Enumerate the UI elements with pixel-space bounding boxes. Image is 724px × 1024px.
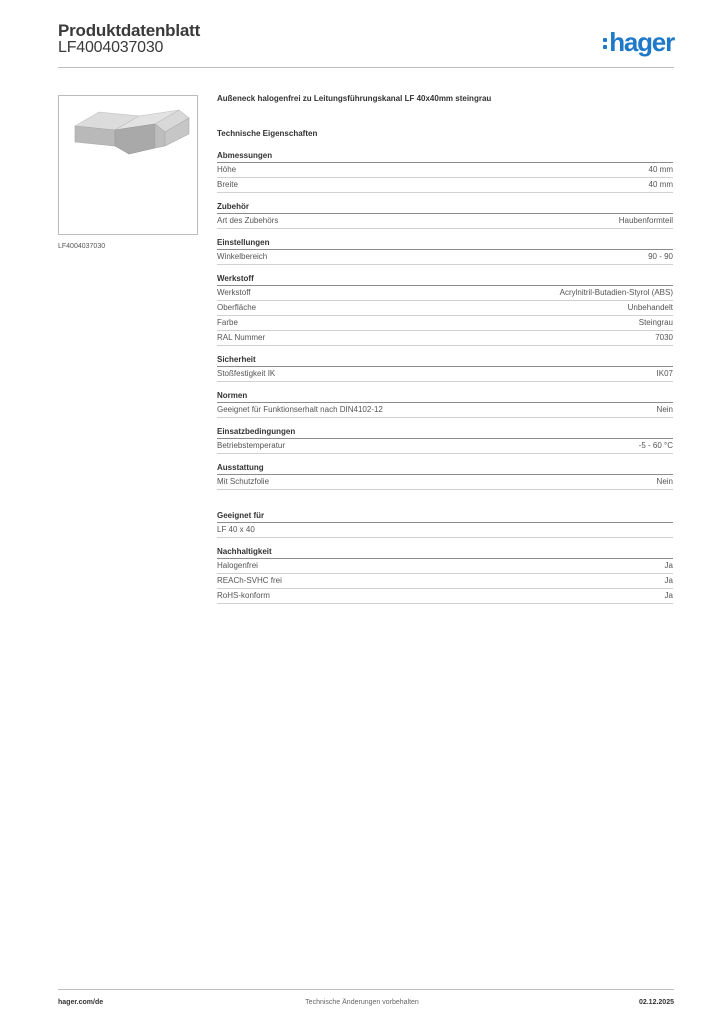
spec-value: -5 - 60 °C xyxy=(638,441,673,450)
spec-row xyxy=(217,178,673,193)
spec-section-title: Zubehör xyxy=(217,202,673,214)
spec-section xyxy=(217,355,673,382)
logo-dots-icon xyxy=(603,38,607,49)
spec-section-title: Ausstattung xyxy=(217,463,673,475)
spec-row xyxy=(217,331,673,346)
spec-label: REACh-SVHC frei xyxy=(217,576,282,585)
footer-notice: Technische Änderungen vorbehalten xyxy=(305,999,419,1006)
spec-value: Steingrau xyxy=(638,318,673,327)
spec-value: 90 - 90 xyxy=(648,252,673,261)
spec-section-title: Abmessungen xyxy=(217,151,673,163)
spec-value: IK07 xyxy=(656,369,673,378)
logo-text: hager xyxy=(609,27,674,57)
spec-row xyxy=(217,439,673,454)
hager-logo[interactable] xyxy=(603,28,674,56)
spec-value: Acrylnitril-Butadien-Styrol (ABS) xyxy=(559,288,673,297)
spec-row xyxy=(217,523,673,538)
spec-row xyxy=(217,475,673,490)
spec-row xyxy=(217,367,673,382)
spec-label: Breite xyxy=(217,180,238,189)
spec-value: 40 mm xyxy=(648,165,673,174)
spec-row xyxy=(217,316,673,331)
spec-label: LF 40 x 40 xyxy=(217,525,255,534)
section-heading-technical: Technische Eigenschaften xyxy=(217,129,318,138)
spec-row xyxy=(217,286,673,301)
spec-section-title: Einstellungen xyxy=(217,238,673,250)
article-number: LF4004037030 xyxy=(58,39,164,56)
spec-section xyxy=(217,238,673,265)
spec-label: Betriebstemperatur xyxy=(217,441,286,450)
spec-section xyxy=(217,427,673,454)
spec-label: Oberfläche xyxy=(217,303,257,312)
spec-section xyxy=(217,274,673,346)
spec-row xyxy=(217,214,673,229)
spec-label: Farbe xyxy=(217,318,238,327)
spec-value: 7030 xyxy=(655,333,673,342)
spec-value: Ja xyxy=(664,561,673,570)
spec-label: Winkelbereich xyxy=(217,252,268,261)
spec-section xyxy=(217,202,673,229)
footer-divider xyxy=(58,989,674,990)
spec-section xyxy=(217,463,673,490)
spec-value: Nein xyxy=(656,477,673,486)
spec-section-title: Geeignet für xyxy=(217,511,673,523)
product-image xyxy=(58,95,198,235)
spec-row xyxy=(217,250,673,265)
spec-row xyxy=(217,559,673,574)
spec-value: Nein xyxy=(656,405,673,414)
spec-row xyxy=(217,403,673,418)
spec-section-title: Sicherheit xyxy=(217,355,673,367)
spec-label: Geeignet für Funktionserhalt nach DIN4102-12 xyxy=(217,405,383,414)
spec-section-title: Nachhaltigkeit xyxy=(217,547,673,559)
spec-row xyxy=(217,163,673,178)
spec-section-title: Einsatzbedingungen xyxy=(217,427,673,439)
spec-label: RoHS-konform xyxy=(217,591,270,600)
image-caption: LF4004037030 xyxy=(58,243,106,250)
spec-label: Höhe xyxy=(217,165,237,174)
spec-label: Halogenfrei xyxy=(217,561,258,570)
spec-label: Art des Zubehörs xyxy=(217,216,279,225)
page-title: Produktdatenblatt xyxy=(58,21,201,40)
spec-label: Werkstoff xyxy=(217,288,251,297)
header-divider xyxy=(58,67,674,68)
spec-value: Unbehandelt xyxy=(627,303,673,312)
spec-label: Stoßfestigkeit IK xyxy=(217,369,276,378)
product-name: Außeneck halogenfrei zu Leitungsführungskanal LF 40x40mm steingrau xyxy=(217,94,492,103)
spec-section xyxy=(217,547,673,604)
specification-content xyxy=(217,94,673,613)
spec-section-title: Normen xyxy=(217,391,673,403)
spec-row xyxy=(217,574,673,589)
spec-value: 40 mm xyxy=(648,180,673,189)
spec-section xyxy=(217,391,673,418)
spec-value: Haubenformteil xyxy=(618,216,673,225)
spec-label: RAL Nummer xyxy=(217,333,266,342)
spec-row xyxy=(217,301,673,316)
footer-website-link[interactable]: hager.com/de xyxy=(58,999,104,1006)
spec-section xyxy=(217,511,673,538)
spec-value: Ja xyxy=(664,591,673,600)
footer-date: 02.12.2025 xyxy=(638,999,674,1006)
spec-label: Mit Schutzfolie xyxy=(217,477,270,486)
spec-row xyxy=(217,589,673,604)
spec-value: Ja xyxy=(664,576,673,585)
corner-piece-illustration xyxy=(59,96,197,234)
spec-sections xyxy=(217,151,673,604)
spec-section xyxy=(217,151,673,193)
spec-section-title: Werkstoff xyxy=(217,274,673,286)
